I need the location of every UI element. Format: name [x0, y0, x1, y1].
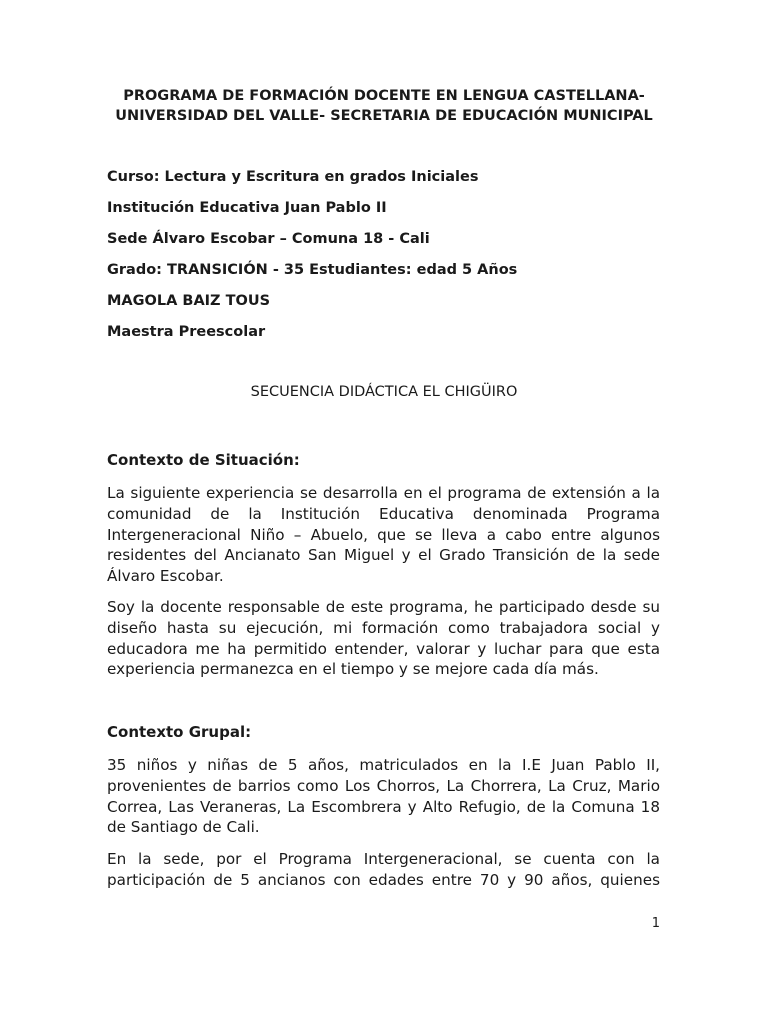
- teacher-role: Maestra Preescolar: [107, 324, 266, 340]
- group-context-heading: Contexto Grupal:: [107, 723, 252, 741]
- situation-paragraph-1: La siguiente experiencia se desarrolla en el programa de extensión a la comunidad de la Institución Educativa denominada Programa Intergeneracional Niño – Abuelo, que se lleva a cabo entre algunos residentes del Ancianato San Miguel y el Grado Transición de la sede Álvaro Escobar.: [107, 484, 660, 586]
- campus-line: Sede Álvaro Escobar – Comuna 18 - Cali: [107, 231, 430, 247]
- document-title: SECUENCIA DIDÁCTICA EL CHIGÜIRO: [250, 384, 518, 400]
- document-header: [100, 86, 668, 126]
- situation-context-heading: Contexto de Situación:: [107, 451, 300, 469]
- course-line: Curso: Lectura y Escritura en grados Iniciales: [107, 169, 479, 185]
- situation-paragraph-2: Soy la docente responsable de este programa, he participado desde su diseño hasta su ejecución, mi formación como trabajadora social y educadora me ha permitido entender, valorar y luchar para que esta experiencia permanezca en el tiempo y se mejore cada día más.: [107, 598, 660, 679]
- header-line-1: PROGRAMA DE FORMACIÓN DOCENTE EN LENGUA CASTELLANA-: [123, 88, 645, 104]
- institution-line: Institución Educativa Juan Pablo II: [107, 200, 387, 216]
- page-number: 1: [651, 916, 660, 931]
- group-paragraph-1: 35 niños y niñas de 5 años, matriculados en la I.E Juan Pablo II, provenientes de barrios como Los Chorros, La Chorrera, La Cruz, Mario Correa, Las Veraneras, La Escombrera y Alto Refugio, de la Comuna 18 de Santiago de Cali.: [107, 756, 660, 837]
- course-info-block: [107, 166, 517, 352]
- grade-line: Grado: TRANSICIÓN - 35 Estudiantes: edad 5 Años: [107, 262, 518, 278]
- group-paragraph-2: En la sede, por el Programa Intergeneracional, se cuenta con la participación de 5 ancianos con edades entre 70 y 90 años, quienes: [107, 850, 660, 889]
- header-line-2: UNIVERSIDAD DEL VALLE- SECRETARIA DE EDUCACIÓN MUNICIPAL: [115, 108, 653, 124]
- teacher-name: MAGOLA BAIZ TOUS: [107, 293, 271, 309]
